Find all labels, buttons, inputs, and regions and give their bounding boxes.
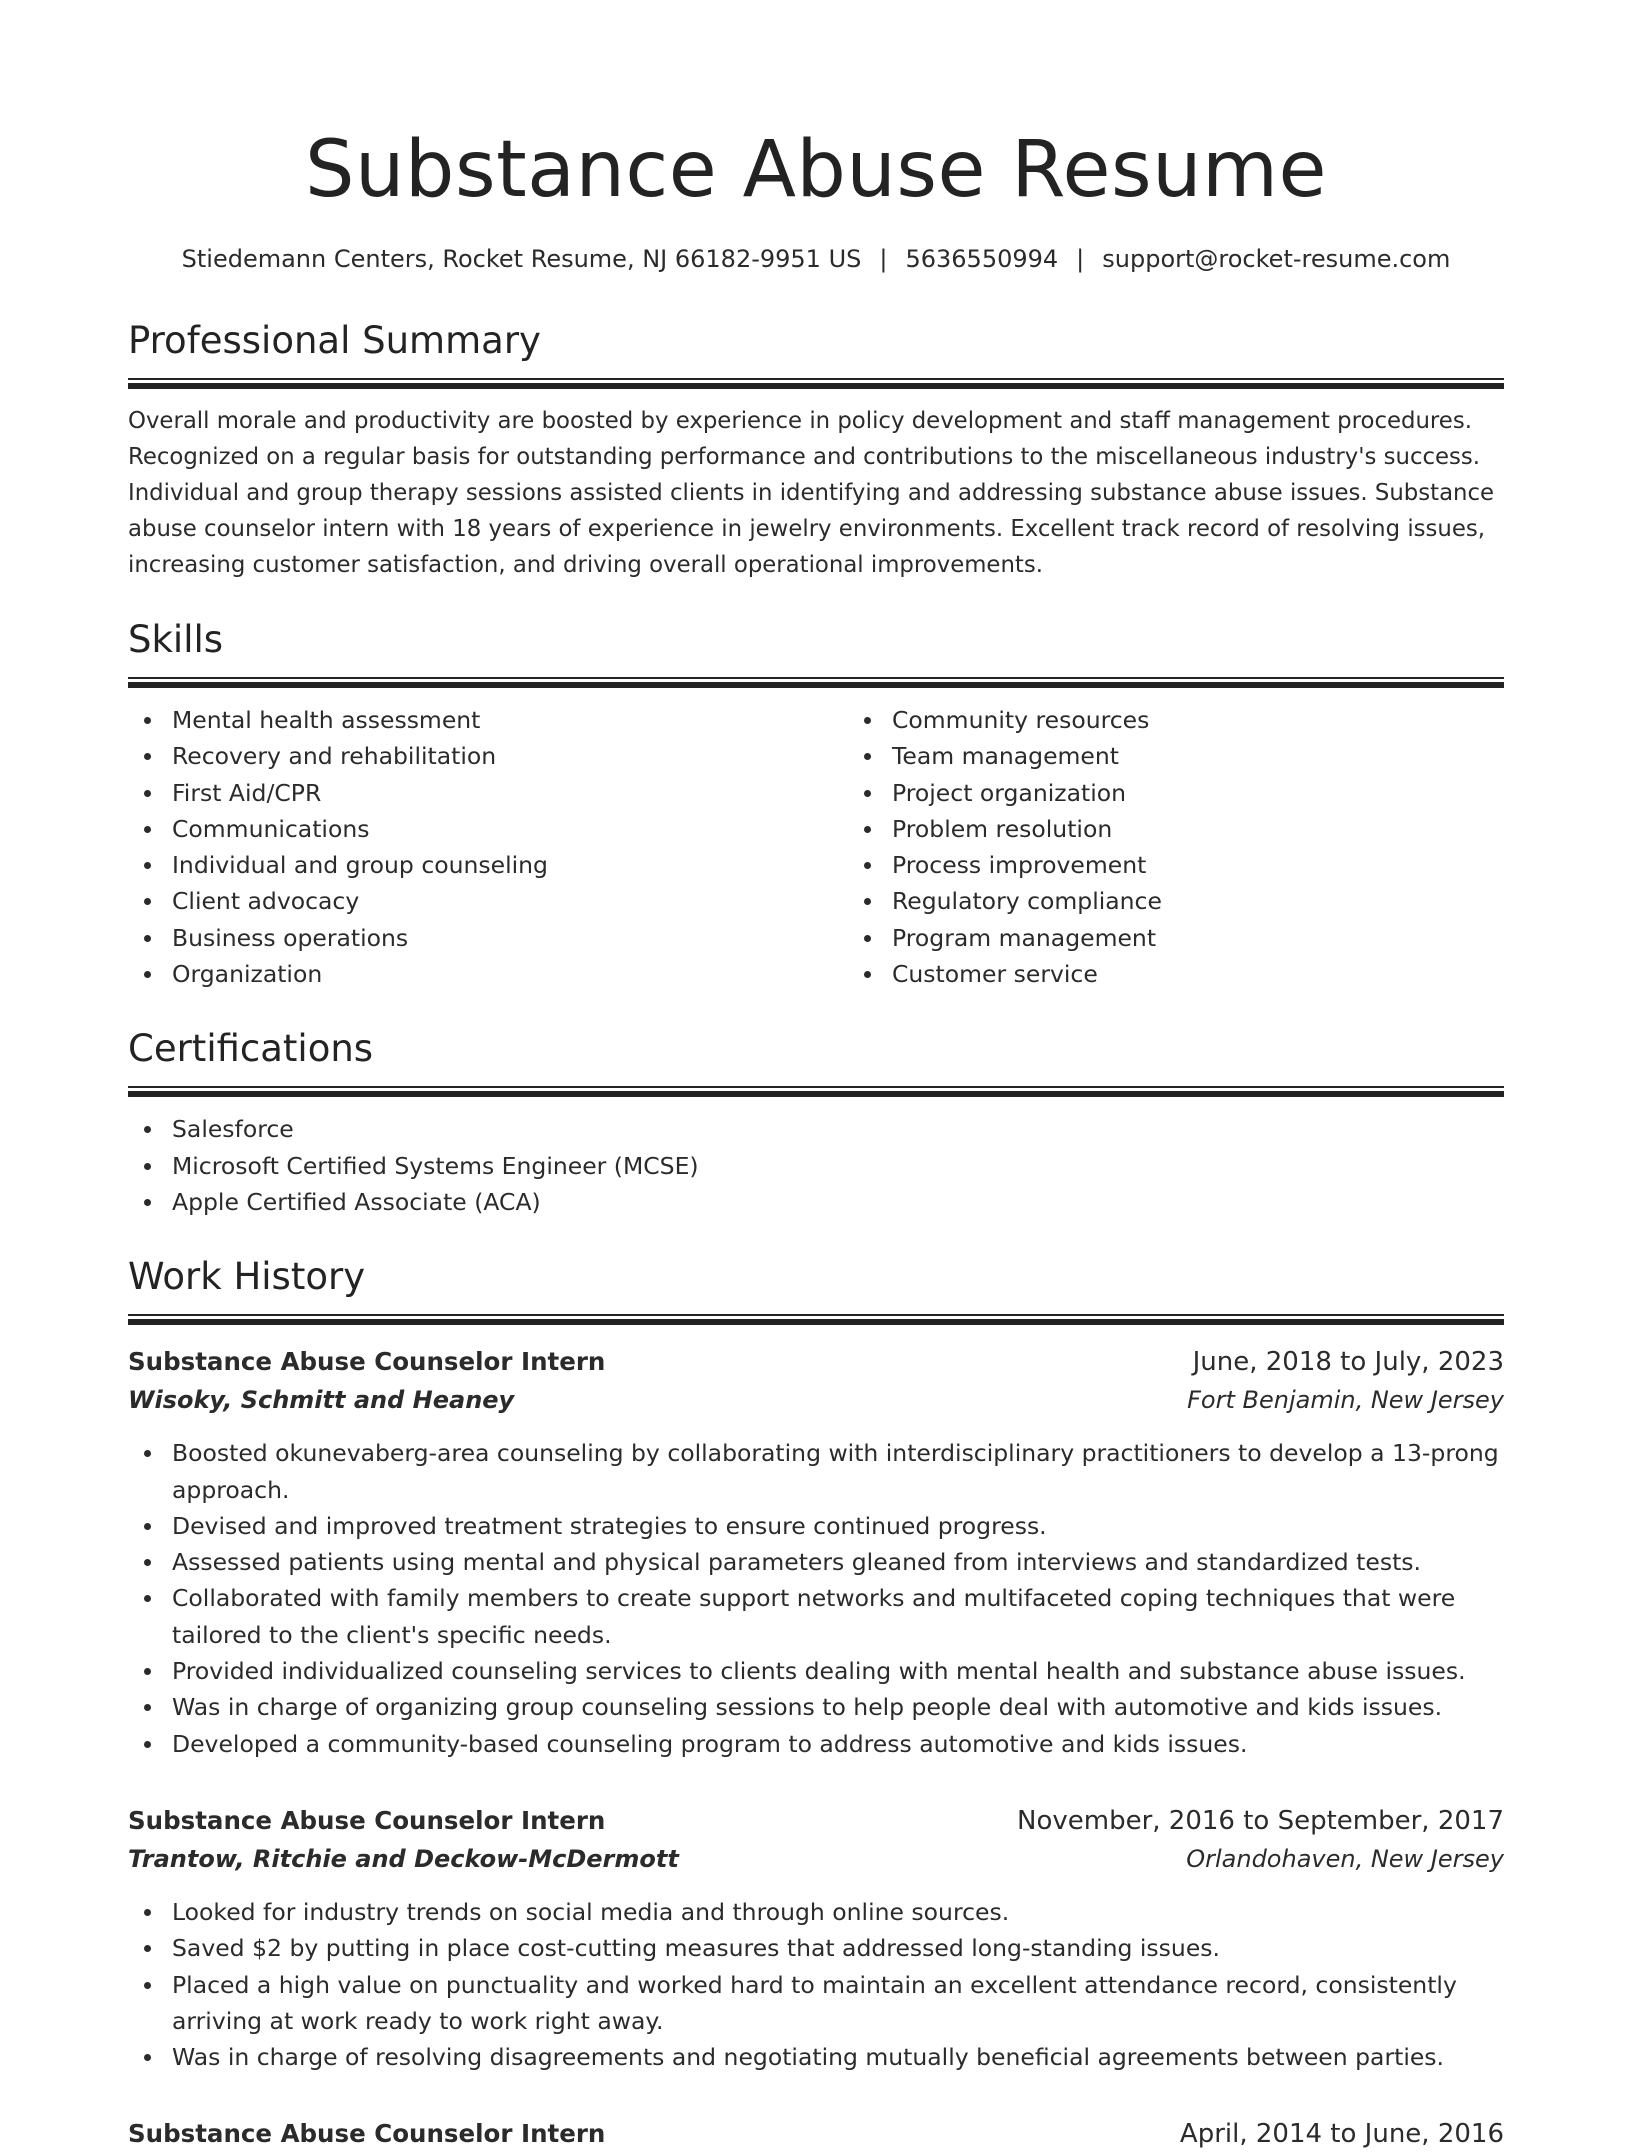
work-history-section — [128, 1254, 1504, 2153]
skills-columns — [128, 688, 1504, 992]
resume-page — [128, 0, 1504, 2153]
job-header-row — [128, 2115, 1504, 2153]
list-item: Customer service — [892, 956, 1568, 992]
list-item: Process improvement — [892, 847, 1568, 883]
job-bullet: Assessed patients using mental and physical parameters gleaned from interviews and standardized tests. — [172, 1544, 1504, 1580]
job-bullet: Placed a high value on punctuality and worked hard to maintain an excellent attendance record, consistently arriving at work ready to work right away. — [172, 1967, 1504, 2040]
job-entry — [128, 2115, 1504, 2153]
list-item: Regulatory compliance — [892, 883, 1568, 919]
list-item: Problem resolution — [892, 811, 1568, 847]
job-bullets — [128, 1894, 1504, 2075]
job-company: Wisoky, Schmitt and Heaney — [128, 1386, 515, 1415]
certifications-heading: Certifications — [128, 1027, 374, 1071]
list-item: Community resources — [892, 702, 1568, 738]
list-item: Recovery and rehabilitation — [172, 738, 848, 774]
job-dates: April, 2014 to June, 2016 — [1179, 2119, 1504, 2150]
list-item: Organization — [172, 956, 848, 992]
list-item: Project organization — [892, 775, 1568, 811]
job-title: Substance Abuse Counselor Intern — [128, 1805, 606, 1835]
job-title: Substance Abuse Counselor Intern — [128, 2119, 606, 2149]
job-bullets — [128, 1435, 1504, 1762]
job-bullet: Devised and improved treatment strategies to ensure continued progress. — [172, 1508, 1504, 1544]
job-bullet: Looked for industry trends on social media and through online sources. — [172, 1894, 1504, 1930]
list-item: Mental health assessment — [172, 702, 848, 738]
list-item: Business operations — [172, 920, 848, 956]
job-bullet: Saved $2 by putting in place cost-cutting measures that addressed long-standing issues. — [172, 1930, 1504, 1966]
list-item: Apple Certified Associate (ACA) — [172, 1184, 1504, 1220]
job-header-row — [128, 1343, 1504, 1381]
job-location: Orlandohaven, New Jersey — [1186, 1844, 1504, 1873]
summary-heading: Professional Summary — [128, 319, 541, 362]
contact-email: support@rocket-resume.com — [1102, 245, 1451, 273]
job-company-row — [128, 1381, 1504, 1419]
resume-title: Substance Abuse Resume — [304, 125, 1328, 215]
job-bullet: Collaborated with family members to create support networks and multifaceted coping techniques that were tailored to the client's specific needs. — [172, 1580, 1504, 1653]
certifications-list — [128, 1111, 1504, 1220]
job-company-row — [128, 1840, 1504, 1878]
job-dates: November, 2016 to September, 2017 — [1017, 1805, 1504, 1836]
job-header-row — [128, 1802, 1504, 1840]
section-divider — [128, 1314, 1504, 1325]
job-bullet: Boosted okunevaberg-area counseling by collaborating with interdisciplinary practitioners to develop a 13-prong approach. — [172, 1435, 1504, 1508]
contact-separator: | — [1076, 245, 1085, 273]
summary-section — [128, 318, 1504, 583]
list-item: Client advocacy — [172, 883, 848, 919]
skills-section — [128, 617, 1504, 992]
job-entry — [128, 1802, 1504, 2075]
list-item: Program management — [892, 920, 1568, 956]
list-item: Individual and group counseling — [172, 847, 848, 883]
section-divider — [128, 1086, 1504, 1097]
skills-list-right — [848, 702, 1568, 992]
job-bullet: Was in charge of organizing group counseling sessions to help people deal with automotive and kids issues. — [172, 1689, 1504, 1725]
skills-heading: Skills — [128, 618, 224, 661]
job-company: Trantow, Ritchie and Deckow-McDermott — [128, 1844, 679, 1873]
skills-list-left — [128, 702, 848, 992]
list-item: First Aid/CPR — [172, 775, 848, 811]
work-history-heading: Work History — [128, 1255, 366, 1299]
job-dates: June, 2018 to July, 2023 — [1192, 1347, 1504, 1378]
contact-phone: 5636550994 — [905, 245, 1059, 273]
summary-text: Overall morale and productivity are boosted by experience in policy development and staff management procedures. Recognized on a regular basis for outstanding performance and contributions to the miscellaneous industry's success. Individual and group therapy sessions assisted clients in identifying and addressing substance abuse issues. Substance abuse counselor intern with 18 years of experience in jewelry environments. Excellent track record of resolving issues, increasing customer satisfaction, and driving overall operational improvements. — [128, 408, 1495, 578]
list-item: Microsoft Certified Systems Engineer (MCSE) — [172, 1148, 1504, 1184]
contact-address: Stiedemann Centers, Rocket Resume, NJ 66182-9951 US — [181, 245, 862, 273]
job-bullet: Was in charge of resolving disagreements and negotiating mutually beneficial agreements between parties. — [172, 2039, 1504, 2075]
job-list — [128, 1343, 1504, 2153]
job-location: Fort Benjamin, New Jersey — [1187, 1386, 1504, 1415]
job-bullet: Provided individualized counseling services to clients dealing with mental health and substance abuse issues. — [172, 1653, 1504, 1689]
list-item: Communications — [172, 811, 848, 847]
contact-separator: | — [879, 245, 888, 273]
section-divider — [128, 677, 1504, 688]
job-title: Substance Abuse Counselor Intern — [128, 1347, 606, 1377]
job-entry — [128, 1343, 1504, 1762]
contact-line — [128, 242, 1504, 276]
job-bullet: Developed a community-based counseling program to address automotive and kids issues. — [172, 1726, 1504, 1762]
list-item: Salesforce — [172, 1111, 1504, 1147]
certifications-section — [128, 1026, 1504, 1220]
section-divider — [128, 378, 1504, 389]
list-item: Team management — [892, 738, 1568, 774]
